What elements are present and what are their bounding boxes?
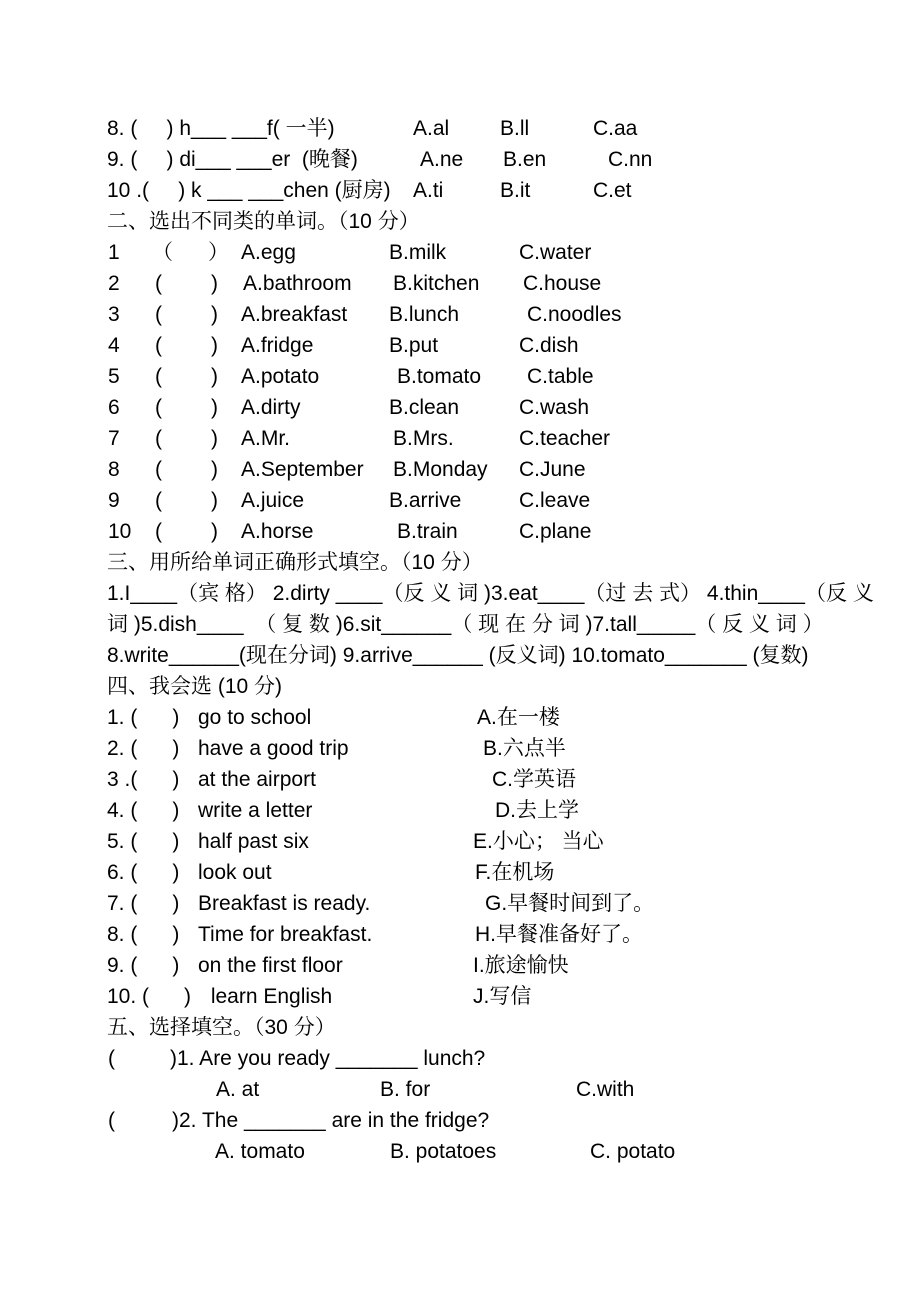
option-c: C.with [576,1078,635,1101]
chinese-match: C.学英语 [492,768,576,791]
part4-match-row [0,950,920,981]
option-b: B.Mrs. [393,427,454,450]
part4-match-row [0,919,920,950]
english-phrase: look out [198,861,272,884]
question-number: 10 [108,520,132,543]
option-a: A.bathroom [243,272,352,295]
option-b: B.clean [389,396,460,419]
option-a: A.breakfast [241,303,348,326]
option-b: B.train [397,520,458,543]
question-text: )1. Are you ready _______ lunch? [170,1047,486,1070]
option-c: C.leave [519,489,591,512]
option-c: C.plane [519,520,592,543]
option-a: A.ne [420,148,464,171]
fill-in-text: 1.I____（宾 格） 2.dirty ____（反 义 词 )3.eat____（过 去 式） 4.thin____（反 义 [107,582,874,605]
question-number: 9 [108,489,120,512]
question-label: 5. ( ) [107,830,180,853]
part4-match-row [0,857,920,888]
option-c: C.nn [608,148,653,171]
english-phrase: have a good trip [198,737,349,760]
option-b: B.Monday [393,458,488,481]
option-c: C.June [519,458,586,481]
option-c: C.water [519,241,592,264]
chinese-match: E.小心； 当心 [473,830,604,853]
option-c: C.et [593,179,632,202]
part2-question-row [0,237,920,268]
option-b: B.kitchen [393,272,480,295]
question-label: 1. ( ) [107,706,180,729]
option-c: C.table [527,365,594,388]
chinese-match: D.去上学 [495,799,579,822]
part2-question-row [0,361,920,392]
answer-paren-open: （ [152,241,173,264]
part5-question-row [0,1043,920,1074]
option-a: A.fridge [241,334,314,357]
section-title: 二、选出不同类的单词。（10 分） [107,210,420,233]
worksheet-page [0,113,920,1167]
option-c: C.aa [593,117,638,140]
english-phrase: at the airport [198,768,316,791]
answer-paren-close: ) [211,520,218,543]
part2-question-row [0,268,920,299]
chinese-match: G.早餐时间到了。 [485,892,655,915]
option-a: A.juice [241,489,305,512]
part4-match-row [0,826,920,857]
question-number: 8 [108,458,120,481]
option-a: A.September [241,458,364,481]
part4-match-row [0,733,920,764]
part2-question-row [0,423,920,454]
question-label: 4. ( ) [107,799,180,822]
answer-paren-close: ) [211,303,218,326]
chinese-match: B.六点半 [483,737,566,760]
part2-question-row [0,392,920,423]
question-number: 5 [108,365,120,388]
chinese-match: H.早餐准备好了。 [475,923,643,946]
question-number: 1 [108,241,120,264]
answer-paren-close: ) [211,396,218,419]
part2-question-row [0,299,920,330]
option-a: A. at [216,1078,260,1101]
part4-match-row [0,764,920,795]
option-a: A. tomato [215,1140,305,1163]
option-b: B.en [503,148,547,171]
part1-question-row [0,113,920,144]
option-b: B.it [500,179,531,202]
part4-match-row [0,795,920,826]
part5-question-row [0,1105,920,1136]
english-phrase: learn English [205,985,333,1008]
english-phrase: Time for breakfast. [198,923,373,946]
option-a: A.dirty [241,396,301,419]
part2-section-title-row [0,206,920,237]
answer-paren-open: ( [155,520,162,543]
question-label: 7. ( ) [107,892,180,915]
option-a: A.ti [413,179,444,202]
question-label: 2. ( ) [107,737,180,760]
english-phrase: write a letter [198,799,313,822]
option-b: B.lunch [389,303,460,326]
option-c: C.teacher [519,427,611,450]
answer-paren-open: ( [155,334,162,357]
part2-question-row [0,516,920,547]
option-c: C.noodles [527,303,622,326]
question-label: 6. ( ) [107,861,180,884]
answer-paren-open: ( [155,272,162,295]
question-number: 4 [108,334,120,357]
option-a: A.al [413,117,450,140]
part4-match-row [0,888,920,919]
chinese-match: F.在机场 [475,861,555,884]
question-number: 6 [108,396,120,419]
english-phrase: Breakfast is ready. [198,892,371,915]
answer-paren-close: ） [208,241,229,264]
answer-paren-open: ( [108,1047,115,1070]
part4-section-title-row [0,671,920,702]
question-label: 9. ( ) [107,954,180,977]
fill-in-text: 词 )5.dish____ （ 复 数 )6.sit______（ 现 在 分 词 )7.tall_____（ 反 义 词 ） [107,613,824,636]
question-number: 2 [108,272,120,295]
chinese-match: J.写信 [473,985,532,1008]
question-number: 7 [108,427,120,450]
part1-question-row [0,175,920,206]
option-b: B. for [380,1078,431,1101]
option-b: B.ll [500,117,530,140]
section-title: 三、用所给单词正确形式填空。（10 分） [107,551,483,574]
chinese-match: I.旅途愉快 [473,954,569,977]
option-c: C.wash [519,396,590,419]
part2-question-row [0,485,920,516]
answer-paren-close: ) [211,272,218,295]
fill-in-text: 8.write______(现在分词) 9.arrive______ (反义词) 10.tomato_______ (复数) [107,644,809,667]
answer-paren-close: ) [211,334,218,357]
part5-options-row [0,1136,920,1167]
section-title: 四、我会选 (10 分) [107,675,283,698]
part2-question-row [0,330,920,361]
section-title: 五、选择填空。（30 分） [107,1016,336,1039]
question-label: 9. ( ) di___ ___er (晚餐) [107,148,358,171]
option-a: A.potato [241,365,320,388]
option-c: C.house [523,272,602,295]
part3-text-row [0,609,920,640]
answer-paren-open: ( [155,489,162,512]
answer-paren-close: ) [211,458,218,481]
option-c: C.dish [519,334,579,357]
option-a: A.egg [241,241,296,264]
answer-paren-open: ( [155,427,162,450]
question-label: 3 .( ) [107,768,180,791]
part3-section-title-row [0,547,920,578]
part4-match-row [0,702,920,733]
english-phrase: half past six [198,830,309,853]
option-b: B. potatoes [390,1140,497,1163]
answer-paren-open: ( [155,303,162,326]
answer-paren-close: ) [211,489,218,512]
part4-match-row [0,981,920,1012]
question-number: 3 [108,303,120,326]
option-a: A.Mr. [241,427,291,450]
option-c: C. potato [590,1140,676,1163]
chinese-match: A.在一楼 [477,706,560,729]
english-phrase: go to school [198,706,312,729]
english-phrase: on the first floor [198,954,343,977]
part2-question-row [0,454,920,485]
option-b: B.milk [389,241,447,264]
part1-question-row [0,144,920,175]
option-b: B.tomato [397,365,482,388]
answer-paren-open: ( [108,1109,115,1132]
answer-paren-open: ( [155,458,162,481]
question-text: )2. The _______ are in the fridge? [172,1109,490,1132]
part3-text-row [0,640,920,671]
question-label: 10 .( ) k ___ ___chen (厨房) [107,179,391,202]
answer-paren-close: ) [211,365,218,388]
option-a: A.horse [241,520,314,543]
part5-options-row [0,1074,920,1105]
question-label: 8. ( ) h___ ___f( 一半) [107,117,335,140]
part3-text-row [0,578,920,609]
part5-section-title-row [0,1012,920,1043]
question-label: 8. ( ) [107,923,180,946]
option-b: B.arrive [389,489,462,512]
question-label: 10. ( ) [107,985,192,1008]
answer-paren-open: ( [155,396,162,419]
answer-paren-close: ) [211,427,218,450]
answer-paren-open: ( [155,365,162,388]
option-b: B.put [389,334,439,357]
